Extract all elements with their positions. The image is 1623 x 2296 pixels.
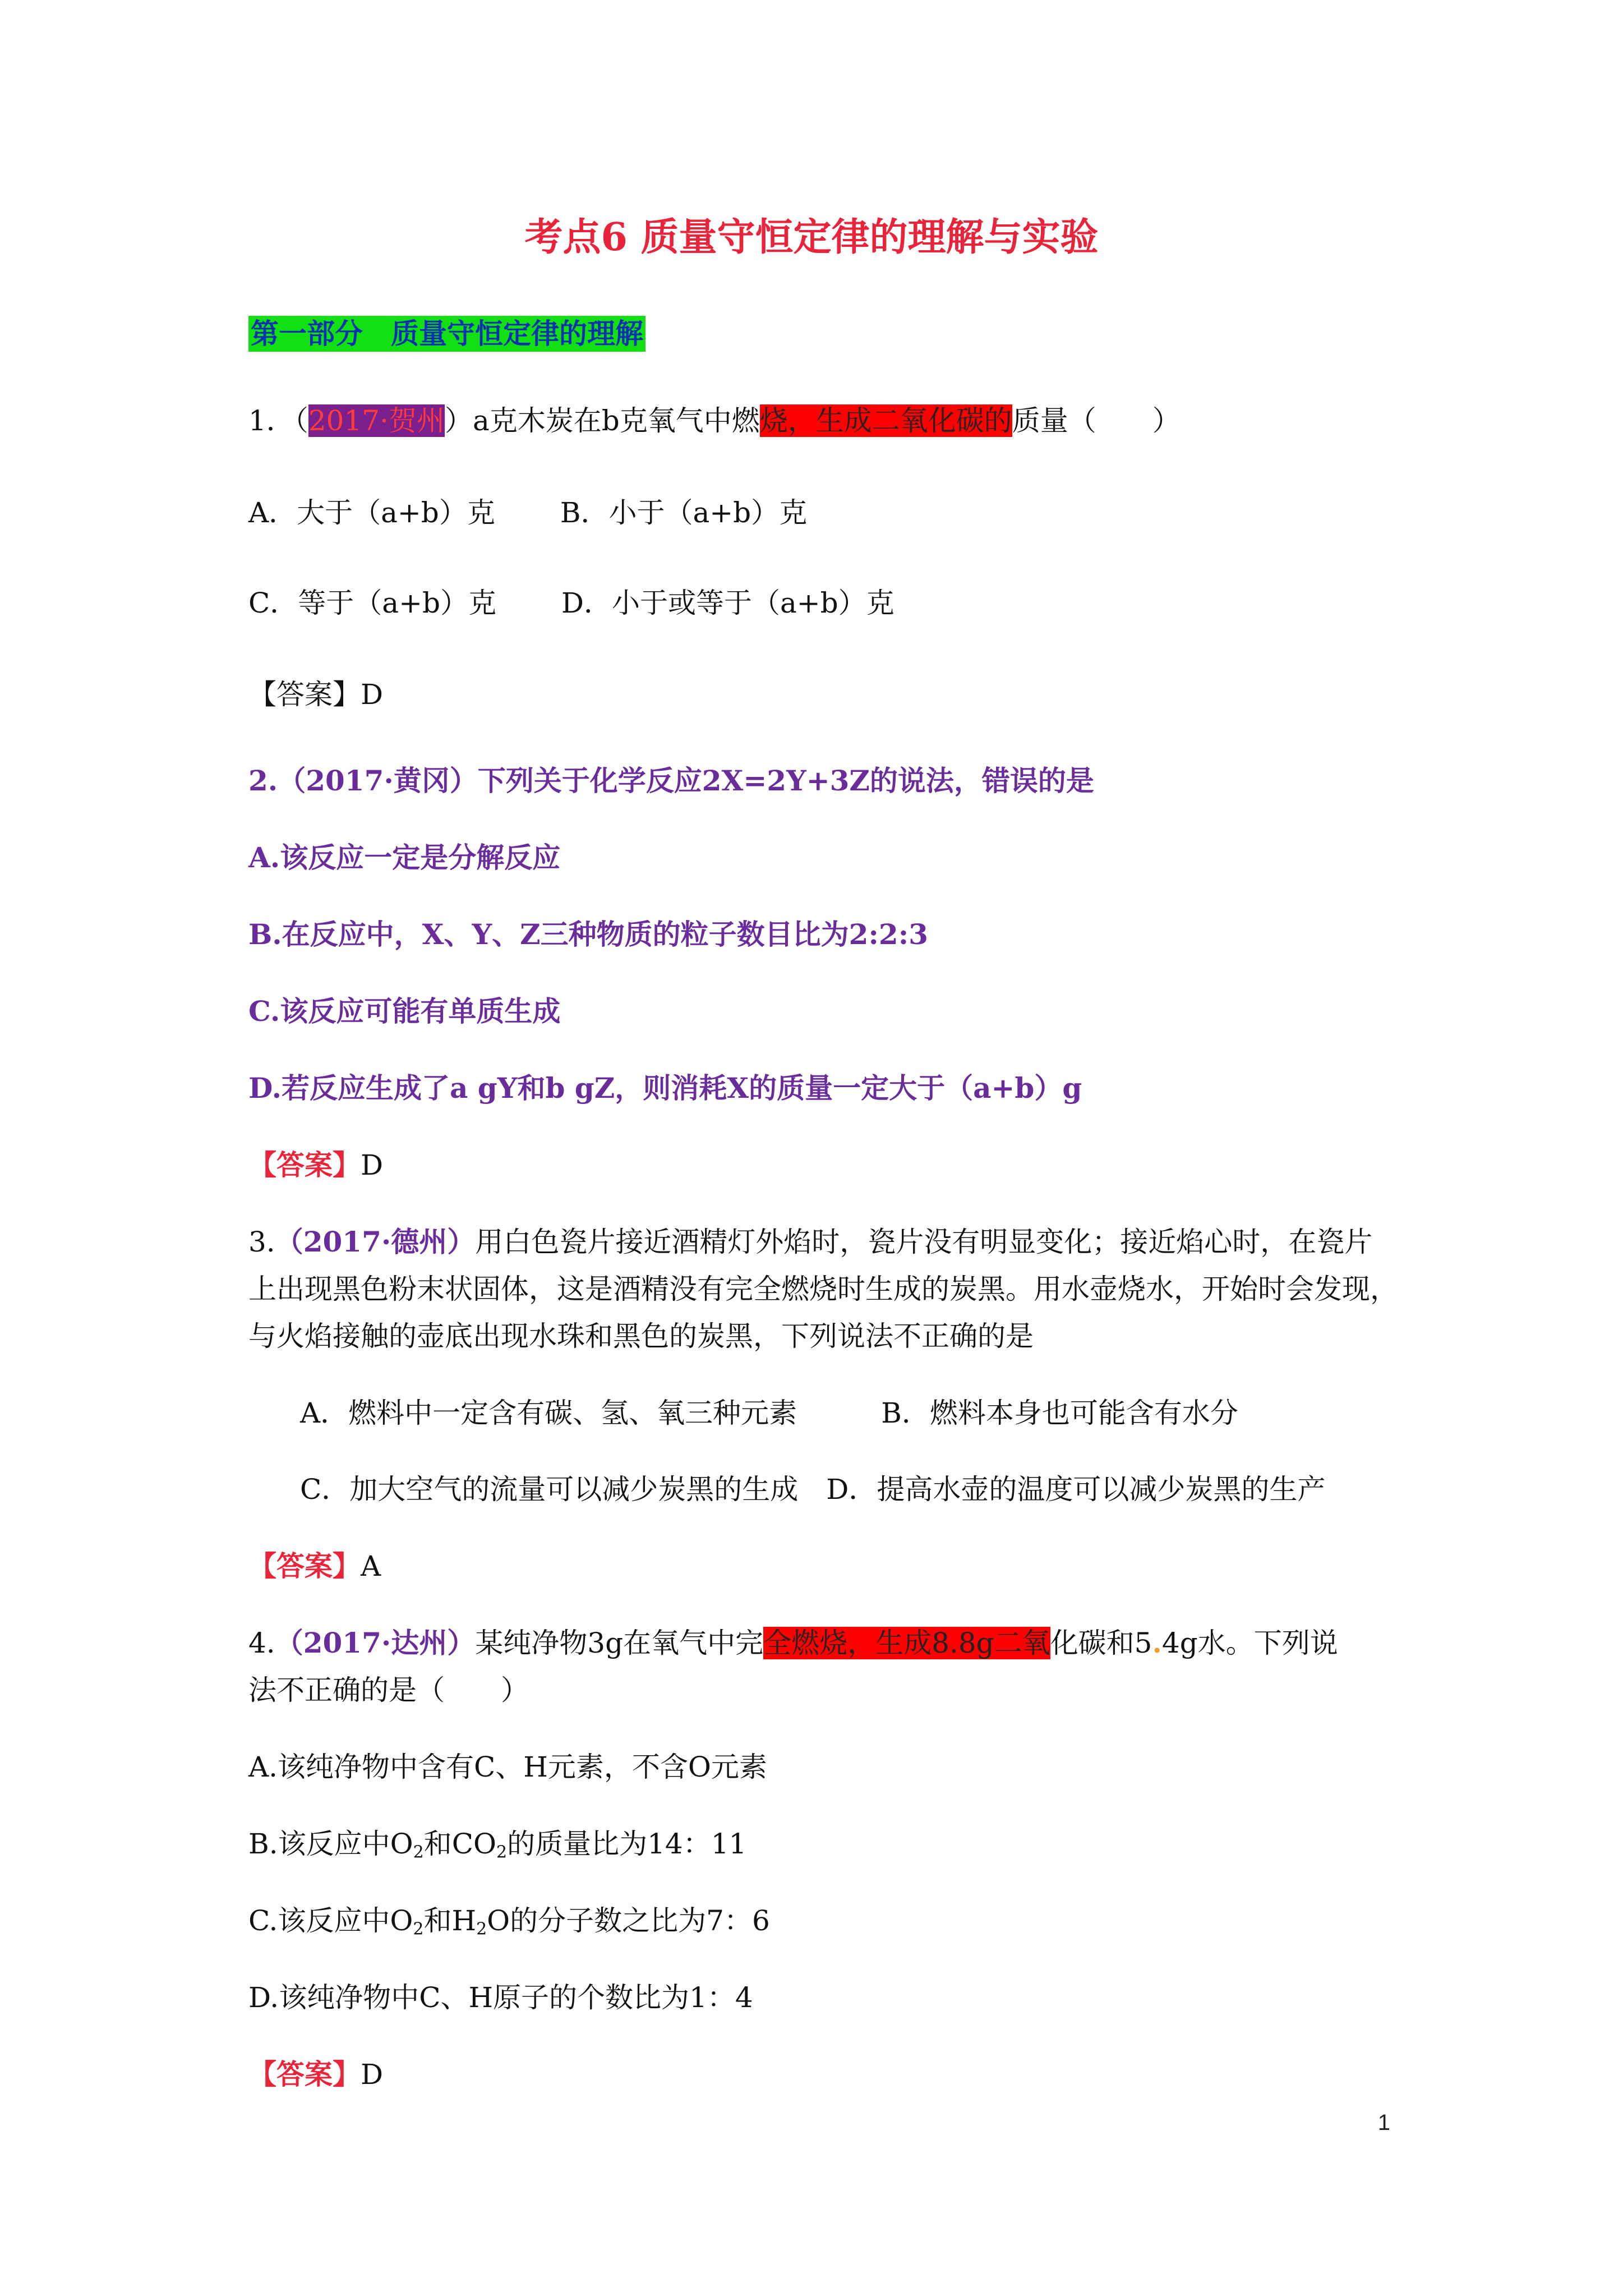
question-1-stem: 1．（2017·贺州）a克木炭在b克氧气中燃烧，生成二氧化碳的质量（ ） xyxy=(248,404,1181,437)
question-4-option-b: B.该反应中$O_2$和$CO_2$的质量比为14：11 xyxy=(248,1828,747,1862)
section-heading: 第一部分 质量守恒定律的理解 xyxy=(248,316,645,352)
highlight-red: 全燃烧，生成8.8g二氧 xyxy=(763,1627,1050,1659)
question-4-answer: 【答案】D xyxy=(248,2058,384,2091)
question-4-option-a: A.该纯净物中含有C、H元素，不含O元素 xyxy=(248,1751,767,1783)
question-3-answer: 【答案】A xyxy=(248,1549,381,1582)
question-2-option-b: B.在反应中，X、Y、Z三种物质的粒子数目比为2:2:3 xyxy=(248,918,928,951)
question-1-source: 2017·贺州 xyxy=(308,404,445,437)
question-2-answer: 【答案】D xyxy=(248,1148,384,1181)
question-3-line-2: 上出现黑色粉末状固体，这是酒精没有完全燃烧时生成的炭黑。用水壶烧水，开始时会发现， xyxy=(248,1273,1398,1305)
question-2-stem: 2.（2017·黄冈）下列关于化学反应2X=2Y+3Z的说法，错误的是 xyxy=(248,764,1094,797)
question-2-option-c: C.该反应可能有单质生成 xyxy=(248,995,561,1028)
question-3-options-ab: A．燃料中一定含有碳、氢、氧三种元素 B．燃料本身也可能含有水分 xyxy=(300,1397,1238,1429)
page-title: 考点6 质量守恒定律的理解与实验 xyxy=(524,215,1099,260)
highlight-red: 烧，生成二氧化碳的 xyxy=(759,404,1012,437)
question-3-options-cd: C．加大空气的流量可以减少炭黑的生成 D．提高水壶的温度可以减少炭黑的生产 xyxy=(300,1473,1326,1506)
question-2-option-a: A.该反应一定是分解反应 xyxy=(248,841,561,874)
question-3-line-1: 3.（2017·德州）用白色瓷片接近酒精灯外焰时，瓷片没有明显变化；接近焰心时，在瓷片 xyxy=(248,1225,1373,1258)
question-3-source: （2017·德州） xyxy=(275,1225,476,1258)
question-2-option-d: D.若反应生成了a gY和b gZ，则消耗X的质量一定大于（a+b）g xyxy=(248,1071,1082,1105)
question-1-answer: 【答案】D xyxy=(248,678,384,711)
question-4-option-c: C.该反应中$O_2$和$H_2O$的分子数之比为7：6 xyxy=(248,1904,770,1939)
page-number: 1 xyxy=(1377,2110,1390,2135)
question-4-option-d: D.该纯净物中C、H原子的个数比为1：4 xyxy=(248,1981,753,2014)
question-1-options-ab: A．大于（a+b）克 B．小于（a+b）克 xyxy=(248,496,808,529)
question-4-line-2: 法不正确的是（ ） xyxy=(248,1674,529,1706)
question-1-options-cd: C．等于（a+b）克 D．小于或等于（a+b）克 xyxy=(248,587,895,619)
question-4-line-1: 4.（2017·达州）某纯净物3g在氧气中完全燃烧，生成8.8g二氧化碳和5.4g水。下列说 xyxy=(248,1626,1338,1659)
question-3-line-3: 与火焰接触的壶底出现水珠和黑色的炭黑，下列说法不正确的是 xyxy=(248,1320,1034,1352)
question-4-source: （2017·达州） xyxy=(275,1626,476,1659)
